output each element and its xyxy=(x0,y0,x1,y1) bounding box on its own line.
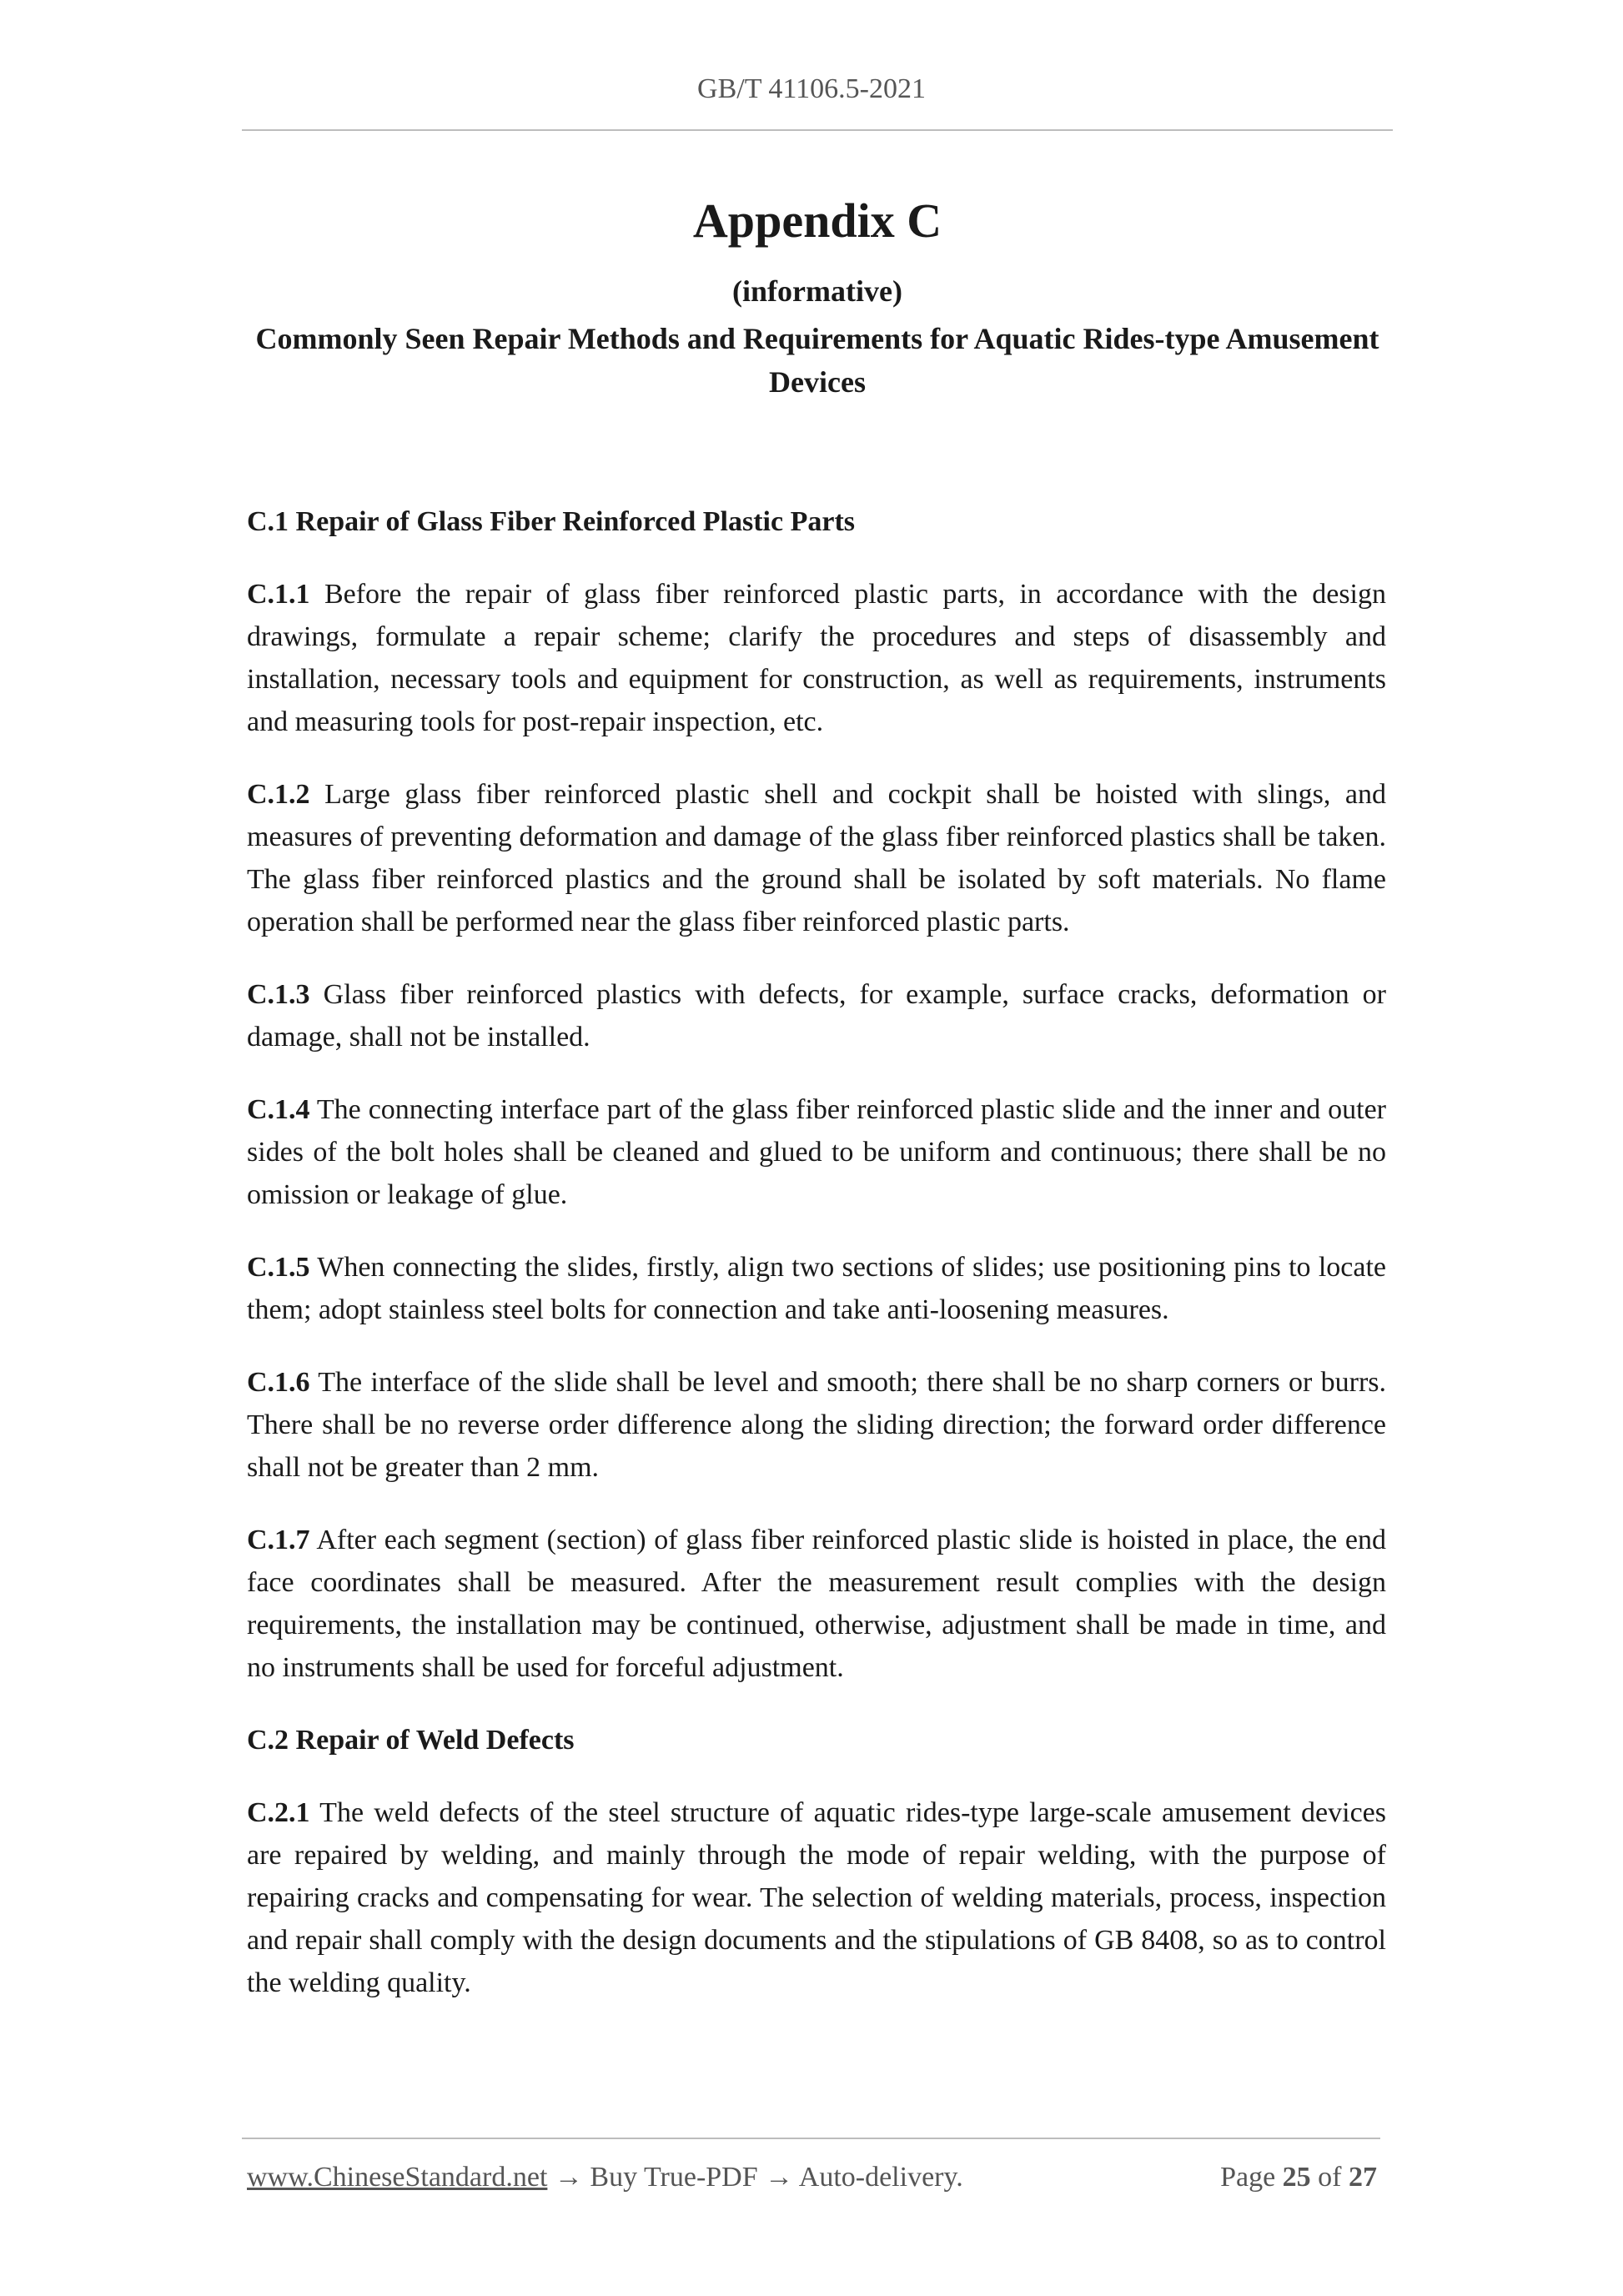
auto-delivery-text: Auto-delivery. xyxy=(798,2162,963,2193)
clause-c-1-3 xyxy=(247,973,1386,1058)
header-divider xyxy=(242,129,1393,131)
page-current: 25 xyxy=(1282,2162,1311,2193)
section-heading-c2: C.2 Repair of Weld Defects xyxy=(247,1725,575,1756)
page-of-label: of xyxy=(1318,2162,1342,2193)
clause-c-1-5 xyxy=(247,1246,1386,1331)
document-body xyxy=(247,500,1386,2034)
page-label: Page xyxy=(1220,2162,1276,2193)
page-total: 27 xyxy=(1349,2162,1377,2193)
clause-number: C.1.1 xyxy=(247,579,310,610)
footer-divider xyxy=(242,2138,1380,2139)
clause-text: Glass fiber reinforced plastics with defects, for example, surface cracks, deformation or damage, shall not be installed. xyxy=(247,979,1386,1053)
clause-c-1-4 xyxy=(247,1088,1386,1216)
clause-text: After each segment (section) of glass fiber reinforced plastic slide is hoisted in place, the end face coordinates shall be measured. After the measurement result complies with the design requirements, the installation may be continued, otherwise, adjustment shall be made in time, and no instruments shall be used for forceful adjustment. xyxy=(247,1525,1386,1683)
clause-text: Before the repair of glass fiber reinforced plastic parts, in accordance with the design drawings, formulate a repair scheme; clarify the procedures and steps of disassembly and installation, necessary tools and equipment for construction, as well as requirements, instruments and measuring tools for post-repair inspection, etc. xyxy=(247,579,1387,737)
clause-c-1-6 xyxy=(247,1361,1386,1489)
clause-number: C.1.6 xyxy=(247,1367,310,1398)
clause-number: C.1.5 xyxy=(247,1252,310,1283)
arrow-right-icon: → xyxy=(554,2162,583,2193)
clause-number: C.1.7 xyxy=(247,1525,310,1555)
clause-number: C.1.4 xyxy=(247,1094,310,1125)
appendix-subtitle: (informative) xyxy=(732,274,902,308)
appendix-title: Appendix C xyxy=(692,193,942,248)
footer-promo xyxy=(247,2162,963,2193)
appendix-title-block xyxy=(242,192,1393,404)
buy-true-pdf-text: Buy True-PDF xyxy=(590,2162,758,2193)
clause-number: C.1.3 xyxy=(247,979,310,1010)
clause-number: C.2.1 xyxy=(247,1797,310,1828)
clause-text: The connecting interface part of the glass fiber reinforced plastic slide and the inner and outer sides of the bolt holes shall be cleaned and glued to be uniform and continuous; there shall be no omission or leakage of glue. xyxy=(247,1094,1387,1210)
document-code-header: GB/T 41106.5-2021 xyxy=(697,73,926,104)
clause-c-2-1 xyxy=(247,1791,1386,2004)
arrow-right-icon: → xyxy=(765,2162,794,2193)
clause-text: Large glass fiber reinforced plastic shell and cockpit shall be hoisted with slings, and measures of preventing deformation and damage of the glass fiber reinforced plastics shall be taken. The glass fiber reinforced plastics and the ground shall be isolated by soft materials. No flame operation shall be performed near the glass fiber reinforced plastic parts. xyxy=(247,779,1386,937)
clause-c-1-1 xyxy=(247,573,1386,743)
clause-c-1-2 xyxy=(247,773,1386,943)
clause-text: The interface of the slide shall be level and smooth; there shall be no sharp corners or burrs. There shall be no reverse order difference along the sliding direction; the forward order difference shall not be greater than 2 mm. xyxy=(247,1367,1387,1483)
section-heading-c1: C.1 Repair of Glass Fiber Reinforced Plastic Parts xyxy=(247,506,856,537)
chinesestandard-link[interactable]: www.ChineseStandard.net xyxy=(247,2162,548,2193)
clause-text: The weld defects of the steel structure of aquatic rides-type large-scale amusement devices are repaired by welding, and mainly through the mode of repair welding, with the purpose of repairing cracks and compensating for wear. The selection of welding materials, process, inspection and repair shall comply with the design documents and the stipulations of GB 8408, so as to control the welding quality. xyxy=(247,1797,1386,1998)
appendix-heading: Commonly Seen Repair Methods and Requirements for Aquatic Rides-type Amusement Devices xyxy=(255,321,1379,399)
page-number xyxy=(1220,2162,1377,2193)
clause-text: When connecting the slides, firstly, align two sections of slides; use positioning pins to locate them; adopt stainless steel bolts for connection and take anti-loosening measures. xyxy=(247,1252,1387,1325)
clause-number: C.1.2 xyxy=(247,779,310,810)
clause-c-1-7 xyxy=(247,1519,1386,1689)
